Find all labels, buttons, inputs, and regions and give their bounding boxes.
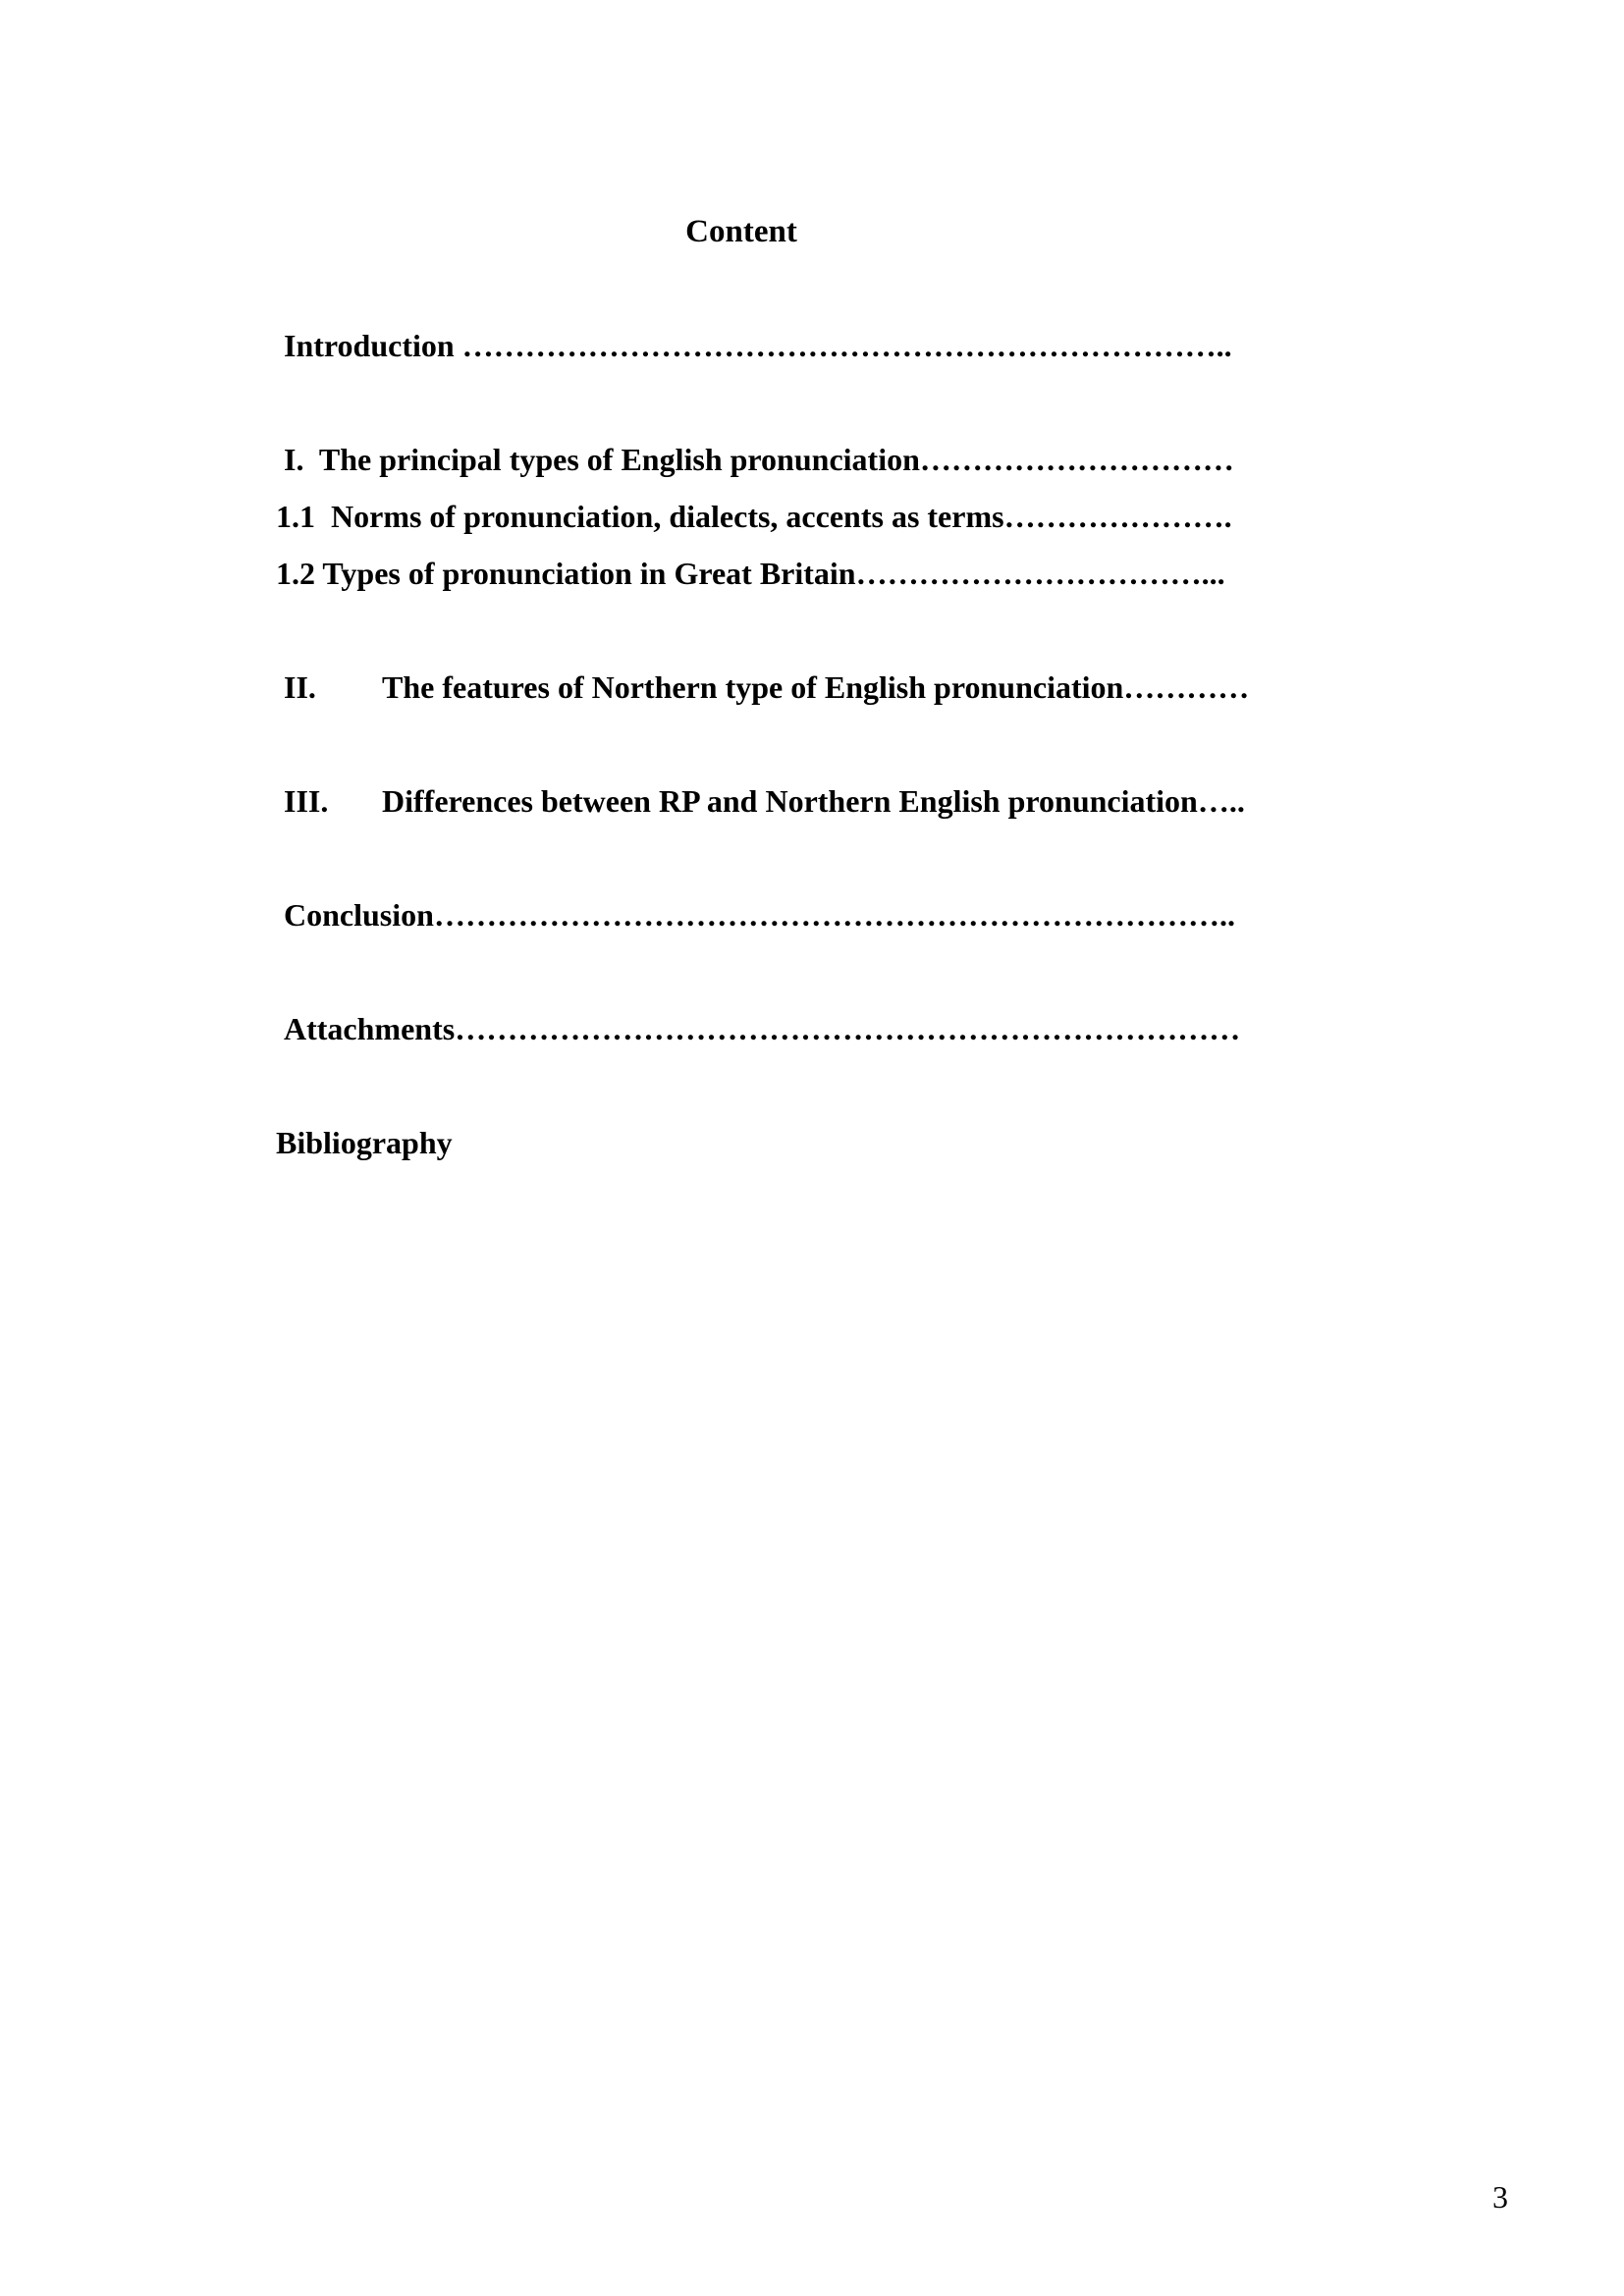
toc-section-1-text: The principal types of English pronunciation………………………… bbox=[318, 442, 1234, 477]
page-number: 3 bbox=[1492, 2179, 1508, 2215]
toc-section-3-text: Differences between RP and Northern English pronunciation….. bbox=[382, 783, 1245, 819]
toc-section-1-1-number: 1.1 bbox=[276, 499, 315, 534]
toc-section-1-number: I. bbox=[284, 442, 304, 477]
toc-section-2 bbox=[284, 667, 1249, 707]
toc-section-1-1-text: Norms of pronunciation, dialects, accents as terms…………………. bbox=[331, 499, 1232, 534]
toc-section-1-2: 1.2 Types of pronunciation in Great Britain……………………………... bbox=[276, 556, 1225, 591]
toc-conclusion: Conclusion………………………………………………………………….. bbox=[284, 897, 1235, 933]
toc-section-2-text: The features of Northern type of English pronunciation………… bbox=[382, 669, 1250, 705]
toc-section-1 bbox=[284, 440, 1234, 479]
toc-bibliography: Bibliography bbox=[276, 1125, 453, 1160]
toc-introduction: Introduction ……………………………………………………………….. bbox=[284, 328, 1232, 363]
toc-section-3-number: III. bbox=[284, 783, 329, 819]
toc-attachments: Attachments………………………………………………………………… bbox=[284, 1011, 1241, 1046]
toc-section-2-number: II. bbox=[284, 669, 316, 705]
toc-section-1-1 bbox=[276, 497, 1232, 536]
page-title: Content bbox=[685, 214, 797, 249]
toc-section-3 bbox=[284, 781, 1245, 821]
